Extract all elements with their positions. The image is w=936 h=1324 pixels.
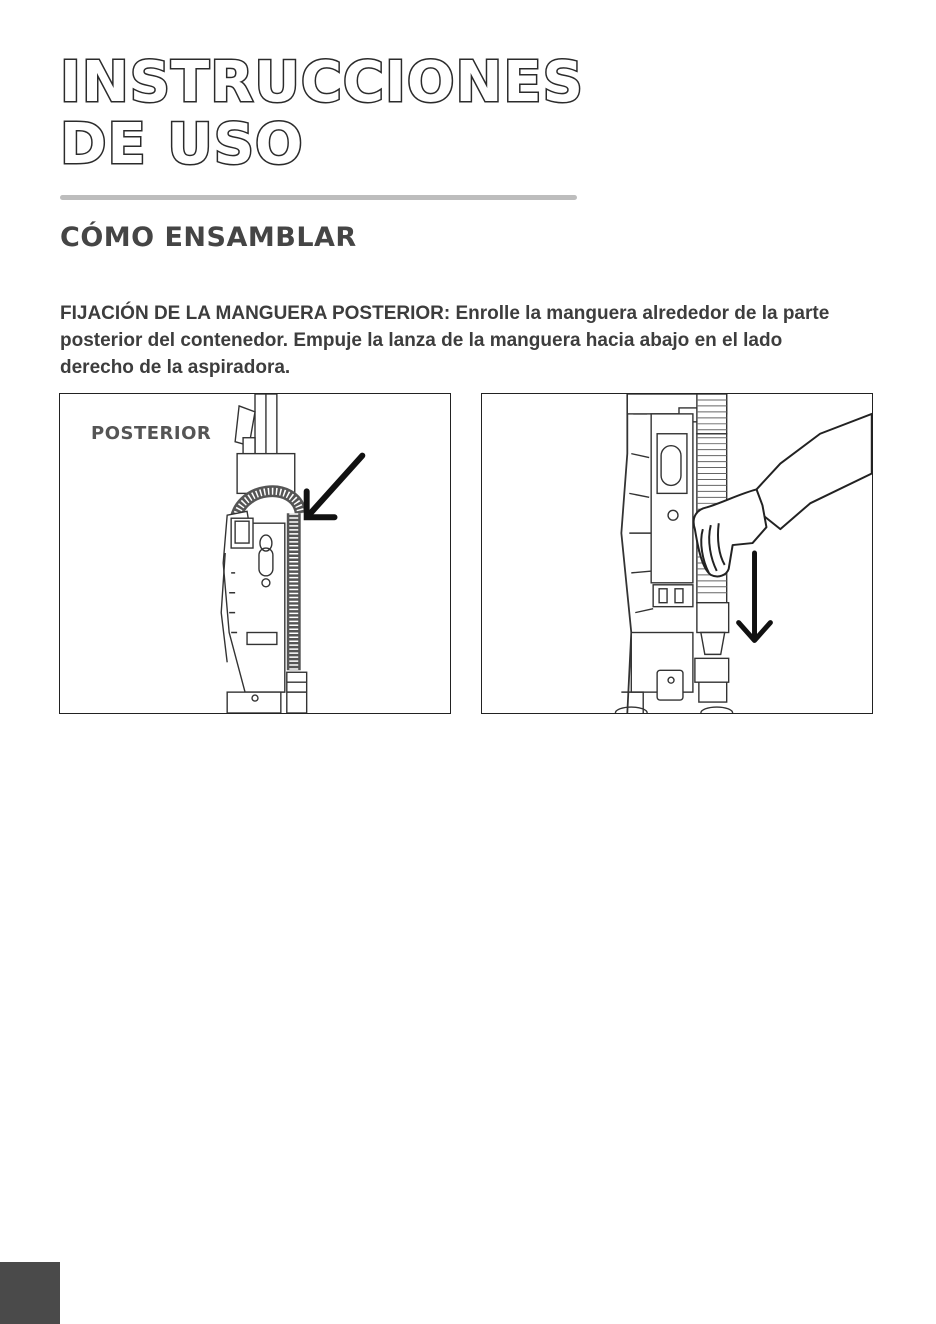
down-arrow-icon bbox=[739, 553, 771, 640]
title-line-2: DE USO bbox=[60, 112, 304, 177]
figure-push-wand bbox=[481, 393, 873, 714]
instruction-body: Enrolle la manguera alrededor de la parte posterior del contenedor. Empuje la lanza de la manguera hacia abajo en el lado derecho de la aspiradora. bbox=[60, 303, 830, 378]
section-heading: CÓMO ENSAMBLAR bbox=[60, 222, 357, 253]
title-divider bbox=[60, 195, 577, 200]
page-title bbox=[60, 52, 584, 176]
page-corner-tab bbox=[0, 1262, 60, 1324]
instruction-text bbox=[60, 300, 860, 381]
diagonal-arrow-icon bbox=[307, 456, 363, 518]
figure-rear-hose bbox=[59, 393, 451, 714]
title-line-1: INSTRUCCIONES bbox=[60, 50, 584, 115]
figure-label-rear: POSTERIOR bbox=[91, 423, 212, 444]
vacuum-hand-illustration bbox=[482, 394, 872, 713]
instruction-lead: FIJACIÓN DE LA MANGUERA POSTERIOR: bbox=[60, 303, 451, 324]
